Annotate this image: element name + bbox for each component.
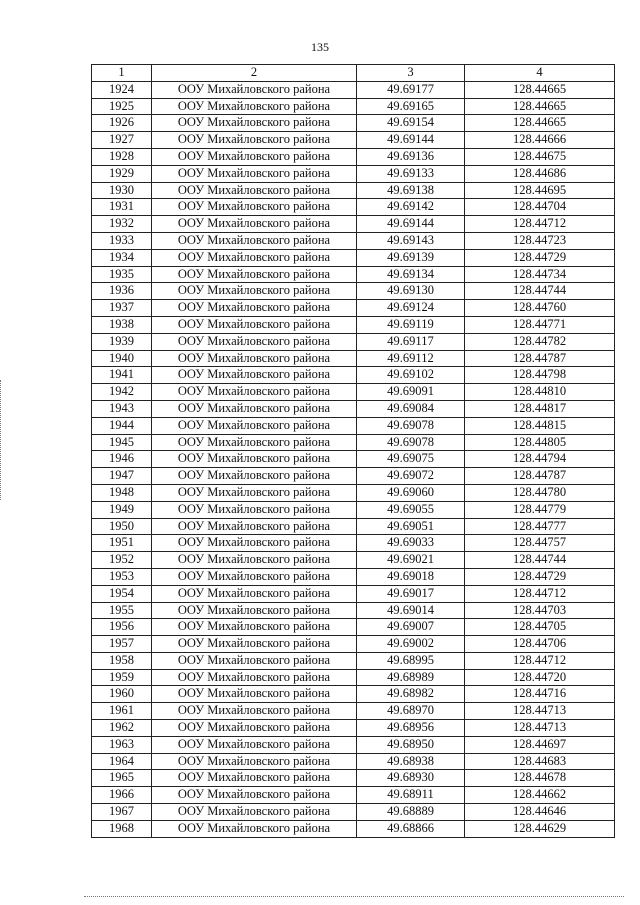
organization-cell: ООУ Михайловского района	[152, 266, 357, 283]
latitude-cell: 49.69014	[357, 602, 465, 619]
organization-cell: ООУ Михайловского района	[152, 434, 357, 451]
organization-cell: ООУ Михайловского района	[152, 619, 357, 636]
longitude-cell: 128.44794	[465, 451, 615, 468]
longitude-cell: 128.44779	[465, 501, 615, 518]
latitude-cell: 49.69060	[357, 484, 465, 501]
table-row	[92, 367, 615, 384]
longitude-cell: 128.44665	[465, 98, 615, 115]
organization-cell: ООУ Михайловского района	[152, 333, 357, 350]
table-row	[92, 484, 615, 501]
organization-cell: ООУ Михайловского района	[152, 216, 357, 233]
organization-cell: ООУ Михайловского района	[152, 720, 357, 737]
point-number-cell: 1950	[92, 518, 152, 535]
table-row	[92, 283, 615, 300]
longitude-cell: 128.44729	[465, 568, 615, 585]
point-number-cell: 1964	[92, 753, 152, 770]
latitude-cell: 49.69142	[357, 199, 465, 216]
point-number-cell: 1967	[92, 804, 152, 821]
point-number-cell: 1957	[92, 636, 152, 653]
longitude-cell: 128.44665	[465, 115, 615, 132]
organization-cell: ООУ Михайловского района	[152, 484, 357, 501]
latitude-cell: 49.68866	[357, 820, 465, 837]
scan-edge-mark	[0, 380, 3, 500]
longitude-cell: 128.44712	[465, 585, 615, 602]
longitude-cell: 128.44666	[465, 132, 615, 149]
longitude-cell: 128.44697	[465, 736, 615, 753]
organization-cell: ООУ Михайловского района	[152, 350, 357, 367]
latitude-cell: 49.69102	[357, 367, 465, 384]
organization-cell: ООУ Михайловского района	[152, 367, 357, 384]
longitude-cell: 128.44815	[465, 417, 615, 434]
point-number-cell: 1925	[92, 98, 152, 115]
organization-cell: ООУ Михайловского района	[152, 501, 357, 518]
longitude-cell: 128.44798	[465, 367, 615, 384]
latitude-cell: 49.69002	[357, 636, 465, 653]
longitude-cell: 128.44716	[465, 686, 615, 703]
table-row	[92, 417, 615, 434]
table-row	[92, 619, 615, 636]
point-number-cell: 1966	[92, 787, 152, 804]
table-row	[92, 703, 615, 720]
table-row	[92, 753, 615, 770]
latitude-cell: 49.69018	[357, 568, 465, 585]
table-row	[92, 686, 615, 703]
table-row	[92, 770, 615, 787]
point-number-cell: 1955	[92, 602, 152, 619]
latitude-cell: 49.69144	[357, 216, 465, 233]
point-number-cell: 1959	[92, 669, 152, 686]
point-number-cell: 1927	[92, 132, 152, 149]
organization-cell: ООУ Михайловского района	[152, 451, 357, 468]
longitude-cell: 128.44787	[465, 350, 615, 367]
latitude-cell: 49.69177	[357, 81, 465, 98]
organization-cell: ООУ Михайловского района	[152, 468, 357, 485]
longitude-cell: 128.44780	[465, 484, 615, 501]
table-row	[92, 652, 615, 669]
point-number-cell: 1952	[92, 552, 152, 569]
organization-cell: ООУ Михайловского района	[152, 602, 357, 619]
latitude-cell: 49.68995	[357, 652, 465, 669]
point-number-cell: 1932	[92, 216, 152, 233]
table-row	[92, 115, 615, 132]
organization-cell: ООУ Михайловского района	[152, 400, 357, 417]
table-row	[92, 400, 615, 417]
latitude-cell: 49.69033	[357, 535, 465, 552]
table-row	[92, 132, 615, 149]
longitude-cell: 128.44683	[465, 753, 615, 770]
organization-cell: ООУ Михайловского района	[152, 552, 357, 569]
table-row	[92, 266, 615, 283]
latitude-cell: 49.68950	[357, 736, 465, 753]
latitude-cell: 49.69124	[357, 300, 465, 317]
table-row	[92, 316, 615, 333]
latitude-cell: 49.69117	[357, 333, 465, 350]
table-row	[92, 720, 615, 737]
point-number-cell: 1962	[92, 720, 152, 737]
longitude-cell: 128.44817	[465, 400, 615, 417]
table-row	[92, 451, 615, 468]
table-row	[92, 804, 615, 821]
organization-cell: ООУ Михайловского района	[152, 568, 357, 585]
latitude-cell: 49.68970	[357, 703, 465, 720]
table-row	[92, 165, 615, 182]
point-number-cell: 1926	[92, 115, 152, 132]
longitude-cell: 128.44787	[465, 468, 615, 485]
table-row	[92, 636, 615, 653]
table-row	[92, 300, 615, 317]
point-number-cell: 1924	[92, 81, 152, 98]
latitude-cell: 49.69078	[357, 434, 465, 451]
latitude-cell: 49.69144	[357, 132, 465, 149]
point-number-cell: 1951	[92, 535, 152, 552]
latitude-cell: 49.68982	[357, 686, 465, 703]
point-number-cell: 1947	[92, 468, 152, 485]
latitude-cell: 49.69051	[357, 518, 465, 535]
longitude-cell: 128.44704	[465, 199, 615, 216]
longitude-cell: 128.44744	[465, 552, 615, 569]
table-row	[92, 232, 615, 249]
table-row	[92, 249, 615, 266]
point-number-cell: 1936	[92, 283, 152, 300]
longitude-cell: 128.44675	[465, 148, 615, 165]
organization-cell: ООУ Михайловского района	[152, 283, 357, 300]
organization-cell: ООУ Михайловского района	[152, 232, 357, 249]
organization-cell: ООУ Михайловского района	[152, 115, 357, 132]
organization-cell: ООУ Михайловского района	[152, 535, 357, 552]
point-number-cell: 1931	[92, 199, 152, 216]
longitude-cell: 128.44734	[465, 266, 615, 283]
table-row	[92, 148, 615, 165]
organization-cell: ООУ Михайловского района	[152, 753, 357, 770]
latitude-cell: 49.69134	[357, 266, 465, 283]
point-number-cell: 1968	[92, 820, 152, 837]
latitude-cell: 49.69139	[357, 249, 465, 266]
point-number-cell: 1944	[92, 417, 152, 434]
organization-cell: ООУ Михайловского района	[152, 686, 357, 703]
organization-cell: ООУ Михайловского района	[152, 249, 357, 266]
table-row	[92, 333, 615, 350]
longitude-cell: 128.44777	[465, 518, 615, 535]
point-number-cell: 1933	[92, 232, 152, 249]
organization-cell: ООУ Михайловского района	[152, 736, 357, 753]
organization-cell: ООУ Михайловского района	[152, 703, 357, 720]
organization-cell: ООУ Михайловского района	[152, 148, 357, 165]
organization-cell: ООУ Михайловского района	[152, 316, 357, 333]
latitude-cell: 49.68956	[357, 720, 465, 737]
longitude-cell: 128.44805	[465, 434, 615, 451]
organization-cell: ООУ Михайловского района	[152, 636, 357, 653]
table-row	[92, 535, 615, 552]
organization-cell: ООУ Михайловского района	[152, 669, 357, 686]
longitude-cell: 128.44706	[465, 636, 615, 653]
point-number-cell: 1945	[92, 434, 152, 451]
organization-cell: ООУ Михайловского района	[152, 81, 357, 98]
point-number-cell: 1960	[92, 686, 152, 703]
organization-cell: ООУ Михайловского района	[152, 820, 357, 837]
latitude-cell: 49.69133	[357, 165, 465, 182]
latitude-cell: 49.68930	[357, 770, 465, 787]
longitude-cell: 128.44665	[465, 81, 615, 98]
table-row	[92, 216, 615, 233]
longitude-cell: 128.44713	[465, 703, 615, 720]
latitude-cell: 49.69154	[357, 115, 465, 132]
latitude-cell: 49.69017	[357, 585, 465, 602]
organization-cell: ООУ Михайловского района	[152, 585, 357, 602]
point-number-cell: 1963	[92, 736, 152, 753]
latitude-cell: 49.69165	[357, 98, 465, 115]
table-row	[92, 199, 615, 216]
point-number-cell: 1953	[92, 568, 152, 585]
point-number-cell: 1940	[92, 350, 152, 367]
longitude-cell: 128.44729	[465, 249, 615, 266]
table-row	[92, 568, 615, 585]
organization-cell: ООУ Михайловского района	[152, 804, 357, 821]
longitude-cell: 128.44712	[465, 216, 615, 233]
latitude-cell: 49.69136	[357, 148, 465, 165]
longitude-cell: 128.44703	[465, 602, 615, 619]
longitude-cell: 128.44720	[465, 669, 615, 686]
organization-cell: ООУ Михайловского района	[152, 132, 357, 149]
latitude-cell: 49.68889	[357, 804, 465, 821]
table-row	[92, 384, 615, 401]
point-number-cell: 1949	[92, 501, 152, 518]
point-number-cell: 1928	[92, 148, 152, 165]
longitude-cell: 128.44744	[465, 283, 615, 300]
latitude-cell: 49.69007	[357, 619, 465, 636]
point-number-cell: 1956	[92, 619, 152, 636]
point-number-cell: 1946	[92, 451, 152, 468]
page-number: 135	[311, 40, 329, 54]
latitude-cell: 49.69112	[357, 350, 465, 367]
table-row	[92, 787, 615, 804]
latitude-cell: 49.69055	[357, 501, 465, 518]
point-number-cell: 1941	[92, 367, 152, 384]
table-header-row	[92, 65, 615, 82]
longitude-cell: 128.44757	[465, 535, 615, 552]
table-body	[92, 81, 615, 837]
column-header-3: 3	[357, 65, 465, 82]
point-number-cell: 1938	[92, 316, 152, 333]
latitude-cell: 49.69119	[357, 316, 465, 333]
point-number-cell: 1942	[92, 384, 152, 401]
latitude-cell: 49.69075	[357, 451, 465, 468]
longitude-cell: 128.44771	[465, 316, 615, 333]
longitude-cell: 128.44723	[465, 232, 615, 249]
point-number-cell: 1934	[92, 249, 152, 266]
table-row	[92, 434, 615, 451]
longitude-cell: 128.44705	[465, 619, 615, 636]
latitude-cell: 49.69084	[357, 400, 465, 417]
longitude-cell: 128.44629	[465, 820, 615, 837]
organization-cell: ООУ Михайловского района	[152, 770, 357, 787]
column-header-1: 1	[92, 65, 152, 82]
latitude-cell: 49.68911	[357, 787, 465, 804]
organization-cell: ООУ Михайловского района	[152, 384, 357, 401]
longitude-cell: 128.44695	[465, 182, 615, 199]
point-number-cell: 1939	[92, 333, 152, 350]
latitude-cell: 49.69130	[357, 283, 465, 300]
latitude-cell: 49.69143	[357, 232, 465, 249]
table-row	[92, 350, 615, 367]
longitude-cell: 128.44678	[465, 770, 615, 787]
latitude-cell: 49.69078	[357, 417, 465, 434]
table-row	[92, 98, 615, 115]
point-number-cell: 1961	[92, 703, 152, 720]
point-number-cell: 1954	[92, 585, 152, 602]
point-number-cell: 1948	[92, 484, 152, 501]
organization-cell: ООУ Михайловского района	[152, 199, 357, 216]
latitude-cell: 49.68938	[357, 753, 465, 770]
point-number-cell: 1965	[92, 770, 152, 787]
column-header-2: 2	[152, 65, 357, 82]
table-row	[92, 669, 615, 686]
table-row	[92, 518, 615, 535]
coordinates-table	[91, 64, 615, 838]
organization-cell: ООУ Михайловского района	[152, 182, 357, 199]
table-row	[92, 81, 615, 98]
organization-cell: ООУ Михайловского района	[152, 98, 357, 115]
table-row	[92, 552, 615, 569]
latitude-cell: 49.69091	[357, 384, 465, 401]
point-number-cell: 1935	[92, 266, 152, 283]
longitude-cell: 128.44810	[465, 384, 615, 401]
table-row	[92, 468, 615, 485]
table-row	[92, 820, 615, 837]
latitude-cell: 49.69138	[357, 182, 465, 199]
organization-cell: ООУ Михайловского района	[152, 518, 357, 535]
column-header-4: 4	[465, 65, 615, 82]
point-number-cell: 1937	[92, 300, 152, 317]
table-row	[92, 585, 615, 602]
longitude-cell: 128.44713	[465, 720, 615, 737]
latitude-cell: 49.68989	[357, 669, 465, 686]
table-row	[92, 182, 615, 199]
longitude-cell: 128.44712	[465, 652, 615, 669]
organization-cell: ООУ Михайловского района	[152, 652, 357, 669]
organization-cell: ООУ Михайловского района	[152, 787, 357, 804]
longitude-cell: 128.44760	[465, 300, 615, 317]
longitude-cell: 128.44646	[465, 804, 615, 821]
point-number-cell: 1930	[92, 182, 152, 199]
longitude-cell: 128.44686	[465, 165, 615, 182]
table-row	[92, 602, 615, 619]
point-number-cell: 1943	[92, 400, 152, 417]
point-number-cell: 1958	[92, 652, 152, 669]
organization-cell: ООУ Михайловского района	[152, 165, 357, 182]
latitude-cell: 49.69021	[357, 552, 465, 569]
table-row	[92, 736, 615, 753]
longitude-cell: 128.44662	[465, 787, 615, 804]
point-number-cell: 1929	[92, 165, 152, 182]
table-row	[92, 501, 615, 518]
latitude-cell: 49.69072	[357, 468, 465, 485]
longitude-cell: 128.44782	[465, 333, 615, 350]
organization-cell: ООУ Михайловского района	[152, 300, 357, 317]
scan-bottom-mark	[84, 896, 624, 897]
organization-cell: ООУ Михайловского района	[152, 417, 357, 434]
